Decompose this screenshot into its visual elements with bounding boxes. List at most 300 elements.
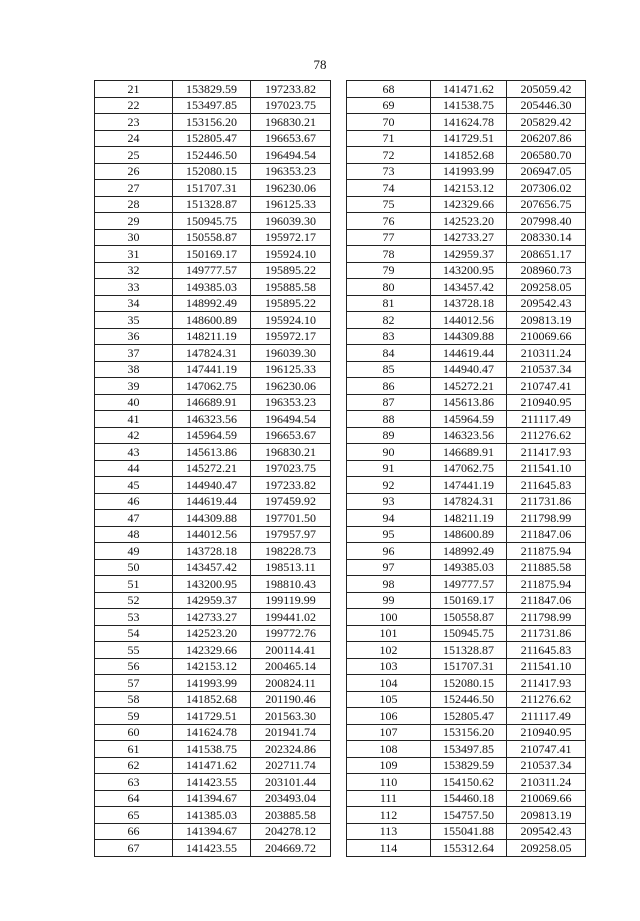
- table-row: [95, 493, 331, 510]
- y-coordinate-cell: 209258.05: [507, 840, 586, 857]
- x-coordinate-cell: 143200.95: [173, 576, 251, 593]
- y-coordinate-cell: 207656.75: [507, 196, 586, 213]
- table-row: [95, 114, 331, 131]
- table-row: [347, 444, 586, 461]
- x-coordinate-cell: 145964.59: [173, 427, 251, 444]
- x-coordinate-cell: 143728.18: [173, 543, 251, 560]
- x-coordinate-cell: 155041.88: [431, 823, 507, 840]
- point-number-cell: 75: [347, 196, 431, 213]
- table-row: [347, 840, 586, 857]
- point-number-cell: 114: [347, 840, 431, 857]
- y-coordinate-cell: 205446.30: [507, 97, 586, 114]
- y-coordinate-cell: 204278.12: [251, 823, 331, 840]
- table-row: [95, 675, 331, 692]
- point-number-cell: 106: [347, 708, 431, 725]
- x-coordinate-cell: 142523.20: [173, 625, 251, 642]
- point-number-cell: 22: [95, 97, 173, 114]
- y-coordinate-cell: 206207.86: [507, 130, 586, 147]
- table-row: [95, 394, 331, 411]
- x-coordinate-cell: 153497.85: [173, 97, 251, 114]
- y-coordinate-cell: 198228.73: [251, 543, 331, 560]
- x-coordinate-cell: 141471.62: [173, 757, 251, 774]
- table-row: [95, 592, 331, 609]
- x-coordinate-cell: 145964.59: [431, 411, 507, 428]
- x-coordinate-cell: 141423.55: [173, 774, 251, 791]
- point-number-cell: 31: [95, 246, 173, 263]
- table-row: [347, 295, 586, 312]
- y-coordinate-cell: 196353.23: [251, 163, 331, 180]
- point-number-cell: 38: [95, 361, 173, 378]
- point-number-cell: 44: [95, 460, 173, 477]
- point-number-cell: 95: [347, 526, 431, 543]
- x-coordinate-cell: 152805.47: [173, 130, 251, 147]
- point-number-cell: 105: [347, 691, 431, 708]
- point-number-cell: 39: [95, 378, 173, 395]
- point-number-cell: 21: [95, 81, 173, 98]
- x-coordinate-cell: 146689.91: [431, 444, 507, 461]
- x-coordinate-cell: 141729.51: [431, 130, 507, 147]
- point-number-cell: 84: [347, 345, 431, 362]
- point-number-cell: 89: [347, 427, 431, 444]
- x-coordinate-cell: 153829.59: [173, 81, 251, 98]
- x-coordinate-cell: 148600.89: [431, 526, 507, 543]
- x-coordinate-cell: 141394.67: [173, 823, 251, 840]
- x-coordinate-cell: 144309.88: [431, 328, 507, 345]
- table-row: [95, 196, 331, 213]
- x-coordinate-cell: 141385.03: [173, 807, 251, 824]
- y-coordinate-cell: 196125.33: [251, 361, 331, 378]
- point-number-cell: 41: [95, 411, 173, 428]
- table-row: [347, 592, 586, 609]
- point-number-cell: 42: [95, 427, 173, 444]
- x-coordinate-cell: 143200.95: [431, 262, 507, 279]
- x-coordinate-cell: 146323.56: [173, 411, 251, 428]
- point-number-cell: 78: [347, 246, 431, 263]
- y-coordinate-cell: 196230.06: [251, 378, 331, 395]
- point-number-cell: 40: [95, 394, 173, 411]
- point-number-cell: 71: [347, 130, 431, 147]
- y-coordinate-cell: 196039.30: [251, 213, 331, 230]
- x-coordinate-cell: 147062.75: [173, 378, 251, 395]
- point-number-cell: 62: [95, 757, 173, 774]
- x-coordinate-cell: 150558.87: [173, 229, 251, 246]
- x-coordinate-cell: 141538.75: [431, 97, 507, 114]
- table-row: [347, 741, 586, 758]
- x-coordinate-cell: 147062.75: [431, 460, 507, 477]
- y-coordinate-cell: 196653.67: [251, 427, 331, 444]
- x-coordinate-cell: 142523.20: [431, 213, 507, 230]
- point-number-cell: 65: [95, 807, 173, 824]
- table-row: [95, 262, 331, 279]
- y-coordinate-cell: 201941.74: [251, 724, 331, 741]
- table-row: [95, 658, 331, 675]
- y-coordinate-cell: 195972.17: [251, 229, 331, 246]
- x-coordinate-cell: 143728.18: [431, 295, 507, 312]
- y-coordinate-cell: 211417.93: [507, 444, 586, 461]
- y-coordinate-cell: 208330.14: [507, 229, 586, 246]
- point-number-cell: 103: [347, 658, 431, 675]
- y-coordinate-cell: 198810.43: [251, 576, 331, 593]
- x-coordinate-cell: 151707.31: [431, 658, 507, 675]
- table-row: [95, 823, 331, 840]
- point-number-cell: 107: [347, 724, 431, 741]
- x-coordinate-cell: 150558.87: [431, 609, 507, 626]
- x-coordinate-cell: 141423.55: [173, 840, 251, 857]
- x-coordinate-cell: 141852.68: [173, 691, 251, 708]
- x-coordinate-cell: 151328.87: [431, 642, 507, 659]
- table-row: [95, 361, 331, 378]
- table-row: [95, 526, 331, 543]
- x-coordinate-cell: 150169.17: [431, 592, 507, 609]
- x-coordinate-cell: 153156.20: [173, 114, 251, 131]
- x-coordinate-cell: 149777.57: [173, 262, 251, 279]
- table-row: [95, 213, 331, 230]
- point-number-cell: 29: [95, 213, 173, 230]
- table-row: [95, 295, 331, 312]
- y-coordinate-cell: 211731.86: [507, 625, 586, 642]
- y-coordinate-cell: 200114.41: [251, 642, 331, 659]
- table-row: [347, 378, 586, 395]
- point-number-cell: 76: [347, 213, 431, 230]
- table-row: [347, 493, 586, 510]
- y-coordinate-cell: 196494.54: [251, 411, 331, 428]
- x-coordinate-cell: 153829.59: [431, 757, 507, 774]
- y-coordinate-cell: 196125.33: [251, 196, 331, 213]
- point-number-cell: 32: [95, 262, 173, 279]
- table-row: [95, 328, 331, 345]
- y-coordinate-cell: 201190.46: [251, 691, 331, 708]
- table-row: [347, 196, 586, 213]
- y-coordinate-cell: 197957.97: [251, 526, 331, 543]
- x-coordinate-cell: 141538.75: [173, 741, 251, 758]
- point-number-cell: 45: [95, 477, 173, 494]
- point-number-cell: 74: [347, 180, 431, 197]
- point-number-cell: 68: [347, 81, 431, 98]
- x-coordinate-cell: 148992.49: [431, 543, 507, 560]
- point-number-cell: 112: [347, 807, 431, 824]
- y-coordinate-cell: 211541.10: [507, 658, 586, 675]
- y-coordinate-cell: 203493.04: [251, 790, 331, 807]
- table-row: [95, 130, 331, 147]
- table-row: [347, 708, 586, 725]
- table-row: [95, 576, 331, 593]
- table-row: [347, 97, 586, 114]
- table-row: [95, 246, 331, 263]
- x-coordinate-cell: 147824.31: [431, 493, 507, 510]
- x-coordinate-cell: 147441.19: [173, 361, 251, 378]
- x-coordinate-cell: 141852.68: [431, 147, 507, 164]
- table-row: [347, 543, 586, 560]
- table-row: [95, 625, 331, 642]
- table-row: [347, 394, 586, 411]
- y-coordinate-cell: 209542.43: [507, 823, 586, 840]
- coordinate-table-right: [346, 80, 586, 857]
- y-coordinate-cell: 211276.62: [507, 691, 586, 708]
- x-coordinate-cell: 151328.87: [173, 196, 251, 213]
- point-number-cell: 93: [347, 493, 431, 510]
- x-coordinate-cell: 141624.78: [173, 724, 251, 741]
- point-number-cell: 98: [347, 576, 431, 593]
- x-coordinate-cell: 142153.12: [173, 658, 251, 675]
- y-coordinate-cell: 199119.99: [251, 592, 331, 609]
- point-number-cell: 46: [95, 493, 173, 510]
- y-coordinate-cell: 211645.83: [507, 477, 586, 494]
- x-coordinate-cell: 154757.50: [431, 807, 507, 824]
- point-number-cell: 35: [95, 312, 173, 329]
- point-number-cell: 88: [347, 411, 431, 428]
- y-coordinate-cell: 196230.06: [251, 180, 331, 197]
- point-number-cell: 53: [95, 609, 173, 626]
- point-number-cell: 81: [347, 295, 431, 312]
- table-row: [95, 790, 331, 807]
- x-coordinate-cell: 152446.50: [431, 691, 507, 708]
- table-row: [95, 691, 331, 708]
- table-row: [347, 559, 586, 576]
- x-coordinate-cell: 144940.47: [173, 477, 251, 494]
- table-row: [95, 180, 331, 197]
- x-coordinate-cell: 152080.15: [431, 675, 507, 692]
- table-row: [95, 229, 331, 246]
- table-row: [347, 576, 586, 593]
- point-number-cell: 51: [95, 576, 173, 593]
- table-row: [95, 642, 331, 659]
- y-coordinate-cell: 211875.94: [507, 543, 586, 560]
- x-coordinate-cell: 141993.99: [173, 675, 251, 692]
- x-coordinate-cell: 144940.47: [431, 361, 507, 378]
- y-coordinate-cell: 210069.66: [507, 328, 586, 345]
- y-coordinate-cell: 210537.34: [507, 757, 586, 774]
- table-row: [95, 163, 331, 180]
- table-row: [95, 444, 331, 461]
- point-number-cell: 25: [95, 147, 173, 164]
- y-coordinate-cell: 210747.41: [507, 378, 586, 395]
- table-row: [347, 477, 586, 494]
- y-coordinate-cell: 209813.19: [507, 312, 586, 329]
- table-row: [95, 724, 331, 741]
- x-coordinate-cell: 150169.17: [173, 246, 251, 263]
- y-coordinate-cell: 211117.49: [507, 708, 586, 725]
- point-number-cell: 55: [95, 642, 173, 659]
- x-coordinate-cell: 142329.66: [431, 196, 507, 213]
- y-coordinate-cell: 197701.50: [251, 510, 331, 527]
- table-row: [347, 625, 586, 642]
- point-number-cell: 52: [95, 592, 173, 609]
- page-number: 78: [313, 57, 327, 72]
- x-coordinate-cell: 148211.19: [431, 510, 507, 527]
- y-coordinate-cell: 197233.82: [251, 81, 331, 98]
- point-number-cell: 58: [95, 691, 173, 708]
- x-coordinate-cell: 147441.19: [431, 477, 507, 494]
- y-coordinate-cell: 196653.67: [251, 130, 331, 147]
- point-number-cell: 48: [95, 526, 173, 543]
- point-number-cell: 94: [347, 510, 431, 527]
- point-number-cell: 104: [347, 675, 431, 692]
- y-coordinate-cell: 207998.40: [507, 213, 586, 230]
- table-row: [347, 526, 586, 543]
- x-coordinate-cell: 144012.56: [173, 526, 251, 543]
- x-coordinate-cell: 142959.37: [173, 592, 251, 609]
- y-coordinate-cell: 205059.42: [507, 81, 586, 98]
- y-coordinate-cell: 208651.17: [507, 246, 586, 263]
- table-row: [95, 807, 331, 824]
- table-row: [347, 114, 586, 131]
- table-row: [95, 279, 331, 296]
- x-coordinate-cell: 154460.18: [431, 790, 507, 807]
- x-coordinate-cell: 143457.42: [173, 559, 251, 576]
- x-coordinate-cell: 141729.51: [173, 708, 251, 725]
- point-number-cell: 86: [347, 378, 431, 395]
- point-number-cell: 57: [95, 675, 173, 692]
- point-number-cell: 96: [347, 543, 431, 560]
- y-coordinate-cell: 202711.74: [251, 757, 331, 774]
- y-coordinate-cell: 196830.21: [251, 114, 331, 131]
- y-coordinate-cell: 200824.11: [251, 675, 331, 692]
- y-coordinate-cell: 196494.54: [251, 147, 331, 164]
- table-row: [347, 262, 586, 279]
- x-coordinate-cell: 149385.03: [431, 559, 507, 576]
- x-coordinate-cell: 149385.03: [173, 279, 251, 296]
- point-number-cell: 83: [347, 328, 431, 345]
- y-coordinate-cell: 211276.62: [507, 427, 586, 444]
- y-coordinate-cell: 203101.44: [251, 774, 331, 791]
- y-coordinate-cell: 201563.30: [251, 708, 331, 725]
- table-row: [347, 691, 586, 708]
- x-coordinate-cell: 141624.78: [431, 114, 507, 131]
- x-coordinate-cell: 144309.88: [173, 510, 251, 527]
- x-coordinate-cell: 145272.21: [173, 460, 251, 477]
- point-number-cell: 64: [95, 790, 173, 807]
- point-number-cell: 72: [347, 147, 431, 164]
- x-coordinate-cell: 141993.99: [431, 163, 507, 180]
- y-coordinate-cell: 210537.34: [507, 361, 586, 378]
- point-number-cell: 77: [347, 229, 431, 246]
- x-coordinate-cell: 152805.47: [431, 708, 507, 725]
- x-coordinate-cell: 142959.37: [431, 246, 507, 263]
- point-number-cell: 56: [95, 658, 173, 675]
- y-coordinate-cell: 205829.42: [507, 114, 586, 131]
- table-row: [95, 477, 331, 494]
- point-number-cell: 28: [95, 196, 173, 213]
- table-row: [347, 675, 586, 692]
- point-number-cell: 111: [347, 790, 431, 807]
- y-coordinate-cell: 210311.24: [507, 774, 586, 791]
- y-coordinate-cell: 211885.58: [507, 559, 586, 576]
- table-row: [347, 642, 586, 659]
- point-number-cell: 90: [347, 444, 431, 461]
- table-row: [95, 708, 331, 725]
- table-row: [347, 345, 586, 362]
- table-row: [95, 510, 331, 527]
- point-number-cell: 92: [347, 477, 431, 494]
- y-coordinate-cell: 211645.83: [507, 642, 586, 659]
- x-coordinate-cell: 155312.64: [431, 840, 507, 857]
- table-row: [347, 130, 586, 147]
- point-number-cell: 85: [347, 361, 431, 378]
- x-coordinate-cell: 148600.89: [173, 312, 251, 329]
- point-number-cell: 80: [347, 279, 431, 296]
- table-row: [95, 378, 331, 395]
- x-coordinate-cell: 141471.62: [431, 81, 507, 98]
- x-coordinate-cell: 146689.91: [173, 394, 251, 411]
- y-coordinate-cell: 208960.73: [507, 262, 586, 279]
- y-coordinate-cell: 209542.43: [507, 295, 586, 312]
- table-row: [95, 840, 331, 857]
- table-row: [347, 81, 586, 98]
- point-number-cell: 24: [95, 130, 173, 147]
- x-coordinate-cell: 144619.44: [431, 345, 507, 362]
- y-coordinate-cell: 198513.11: [251, 559, 331, 576]
- y-coordinate-cell: 195924.10: [251, 246, 331, 263]
- point-number-cell: 70: [347, 114, 431, 131]
- x-coordinate-cell: 153497.85: [431, 741, 507, 758]
- y-coordinate-cell: 196039.30: [251, 345, 331, 362]
- point-number-cell: 110: [347, 774, 431, 791]
- table-row: [347, 658, 586, 675]
- y-coordinate-cell: 206947.05: [507, 163, 586, 180]
- y-coordinate-cell: 197233.82: [251, 477, 331, 494]
- x-coordinate-cell: 154150.62: [431, 774, 507, 791]
- y-coordinate-cell: 211847.06: [507, 526, 586, 543]
- y-coordinate-cell: 195895.22: [251, 295, 331, 312]
- point-number-cell: 61: [95, 741, 173, 758]
- y-coordinate-cell: 210940.95: [507, 724, 586, 741]
- x-coordinate-cell: 145613.86: [173, 444, 251, 461]
- table-row: [347, 361, 586, 378]
- table-row: [347, 279, 586, 296]
- point-number-cell: 87: [347, 394, 431, 411]
- y-coordinate-cell: 199772.76: [251, 625, 331, 642]
- table-row: [95, 81, 331, 98]
- y-coordinate-cell: 210747.41: [507, 741, 586, 758]
- point-number-cell: 59: [95, 708, 173, 725]
- point-number-cell: 23: [95, 114, 173, 131]
- x-coordinate-cell: 142329.66: [173, 642, 251, 659]
- x-coordinate-cell: 142733.27: [431, 229, 507, 246]
- y-coordinate-cell: 211798.99: [507, 609, 586, 626]
- table-row: [95, 97, 331, 114]
- point-number-cell: 91: [347, 460, 431, 477]
- x-coordinate-cell: 143457.42: [431, 279, 507, 296]
- x-coordinate-cell: 148211.19: [173, 328, 251, 345]
- table-row: [95, 609, 331, 626]
- point-number-cell: 66: [95, 823, 173, 840]
- y-coordinate-cell: 199441.02: [251, 609, 331, 626]
- table-row: [347, 411, 586, 428]
- table-row: [347, 312, 586, 329]
- y-coordinate-cell: 209813.19: [507, 807, 586, 824]
- point-number-cell: 50: [95, 559, 173, 576]
- table-row: [347, 246, 586, 263]
- point-number-cell: 47: [95, 510, 173, 527]
- y-coordinate-cell: 200465.14: [251, 658, 331, 675]
- point-number-cell: 36: [95, 328, 173, 345]
- y-coordinate-cell: 202324.86: [251, 741, 331, 758]
- table-row: [347, 510, 586, 527]
- x-coordinate-cell: 150945.75: [431, 625, 507, 642]
- point-number-cell: 67: [95, 840, 173, 857]
- y-coordinate-cell: 210940.95: [507, 394, 586, 411]
- table-row: [347, 229, 586, 246]
- x-coordinate-cell: 149777.57: [431, 576, 507, 593]
- table-row: [347, 328, 586, 345]
- y-coordinate-cell: 197023.75: [251, 460, 331, 477]
- table-row: [95, 774, 331, 791]
- x-coordinate-cell: 142733.27: [173, 609, 251, 626]
- point-number-cell: 30: [95, 229, 173, 246]
- point-number-cell: 34: [95, 295, 173, 312]
- point-number-cell: 54: [95, 625, 173, 642]
- table-row: [347, 460, 586, 477]
